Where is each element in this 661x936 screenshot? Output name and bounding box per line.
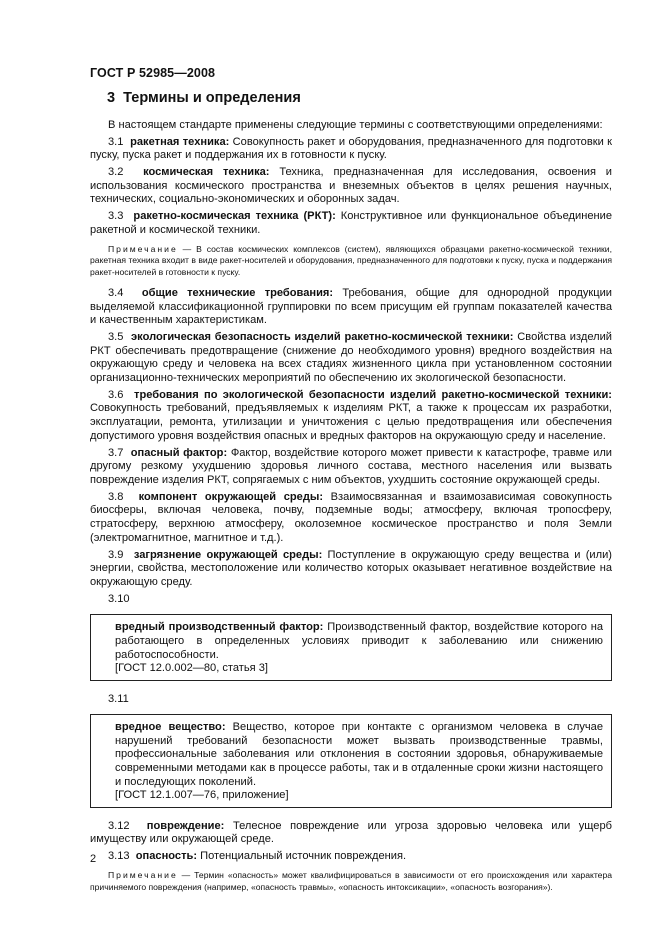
section-title: Термины и определения: [123, 90, 301, 106]
page-number: 2: [90, 853, 97, 865]
term-3-5: 3.5 экологическая безопасность изделий ракетно-космической техники: Свойства изделий РКТ обеспечивать предотвращение (снижение до необходимого уровня) вредного воздействия на окружающую среду и человека на всех стадиях жизненного цикла при установленном состоянии организационно-технических мероприятий по обеспечению их экологической безопасности.: [90, 331, 612, 384]
quoted-term-box-3-11: [90, 714, 612, 808]
quoted-term-box-3-10: [90, 614, 612, 680]
term-3-3: 3.3 ракетно-космическая техника (РКТ): Конструктивное или функциональное объединение ракетной и космической техники.: [90, 210, 612, 236]
term-3-7: 3.7 опасный фактор: Фактор, воздействие которого может привести к катастрофе, травме или другому резкому ухудшению здоровья личного состава, местного населения или вызвать повреждение изделия РКТ, сопрягаемых с ним объектов, ухудшить состояние окружающей среды.: [90, 446, 612, 486]
term-3-11-reference: [ГОСТ 12.1.007—76, приложение]: [115, 789, 289, 802]
term-3-11: вредное вещество: Вещество, которое при контакте с организмом человека в случае нарушений требований безопасности может вызвать производственные травмы, профессиональные заболевания или отклонения в состоянии здоровья, обнаруживаемые современными методами как в процессе работы, так и в отдаленные сроки жизни настоящего и последующих поколений.: [115, 721, 603, 788]
note-2: Примечание — Термин «опасность» может квалифицироваться в зависимости от его происхождения или характера причиняемого повреждения (например, «опасность травмы», «опасность интоксикации», «опасность возгорания»).: [90, 870, 613, 892]
term-3-1: 3.1 ракетная техника: Совокупность ракет и оборудования, предназначенного для подготовки к пуску, пуска ракет и поддержания их в готовности к пуску.: [90, 135, 612, 162]
standard-header: ГОСТ Р 52985—2008: [90, 66, 216, 80]
section-number: 3: [107, 90, 116, 106]
term-3-12: 3.12 повреждение: Телесное повреждение или угроза здоровью человека или ущерб имуществу или окружающей среде.: [90, 819, 613, 846]
term-3-8: 3.8 компонент окружающей среды: Взаимосвязанная и взаимозависимая совокупность биосферы, включая человека, почву, подземные воды; атмосферу, включая тропосферу, стратосферу, верхнюю атмосферу, околоземное космическое пространство и поля Земли (электромагнитное, магнитное и т.д.).: [90, 490, 612, 544]
term-3-10: вредный производственный фактор: Производственный фактор, воздействие которого на работающего в определенных условиях приводит к заболеванию или снижению работоспособности.: [115, 621, 603, 661]
term-3-13: 3.13 опасность: Потенциальный источник повреждения.: [108, 850, 407, 863]
term-3-9: 3.9 загрязнение окружающей среды: Поступление в окружающую среду вещества и (или) энергии, свойства, местоположение или количество которых оказывает негативное воздействие на окружающую среду.: [90, 548, 612, 588]
intro-paragraph: В настоящем стандарте применены следующие термины с соответствующими определениями:: [108, 118, 603, 131]
term-3-4: 3.4 общие технические требования: Требования, общие для однородной продукции выделяемой классификационной группировки по всем присущим ей группам показателей качества и качественным характеристикам.: [90, 286, 613, 327]
term-3-6: 3.6 требования по экологической безопасности изделий ракетно-космической техники: Совокупность требований, предъявляемых к изделиям РКТ, а также к процессам их разработки, эксплуатации, ремонта, утилизации и уничтожения с целью предотвращения или обеспечения допустимого уровня воздействия опасных и вредных факторов на окружающую среду и население.: [90, 388, 612, 442]
note-1: Примечание — В состав космических комплексов (систем), являющихся образцами ракетно-космической техники, ракетная техника входит в виде ракет-носителей и оборудования, предназначенного для подготовки к пуску, пуска и поддержания ракет-носителей в готовности к пуску.: [90, 243, 612, 278]
term-3-10-reference: [ГОСТ 12.0.002—80, статья 3]: [115, 662, 269, 675]
section-heading: [107, 92, 612, 106]
term-3-2: 3.2 космическая техника: Техника, предназначенная для исследования, освоения и использования космического пространства и внеземных объектов в целях решения научных, технических, социально-экономических и оборонных задач.: [90, 166, 612, 206]
term-3-10-number: 3.10: [108, 592, 130, 605]
page-content: [90, 92, 612, 902]
term-3-11-number: 3.11: [108, 692, 129, 705]
